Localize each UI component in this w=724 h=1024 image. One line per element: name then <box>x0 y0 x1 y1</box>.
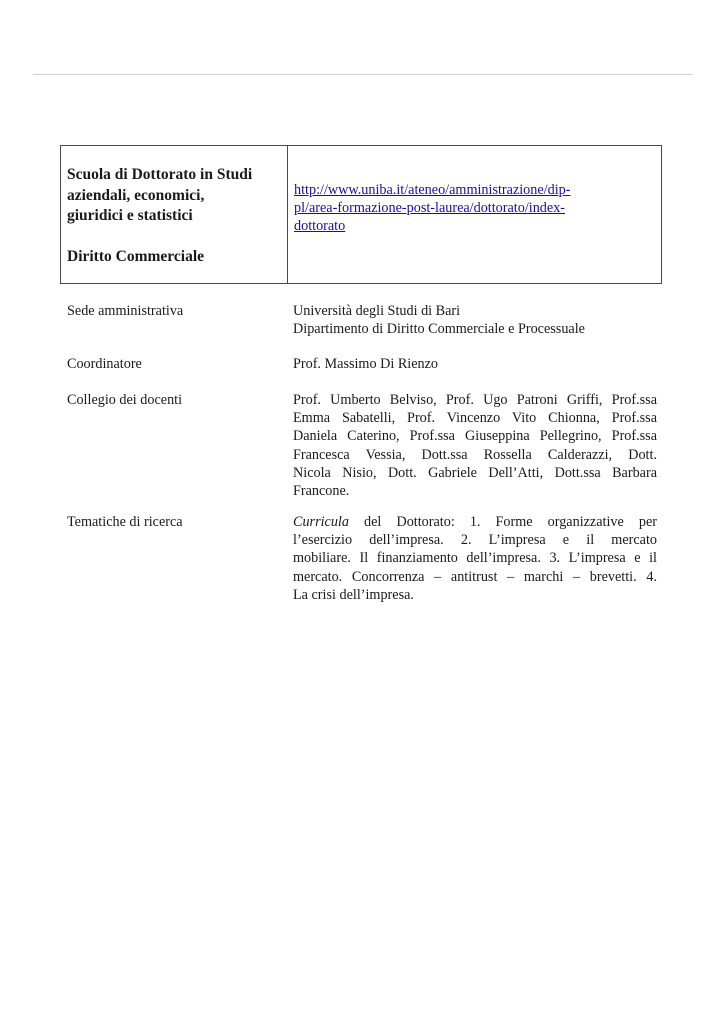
value-line: Prof. Umberto Belviso, Prof. Ugo Patroni Griffi, Prof.ssa <box>293 392 657 408</box>
page-top-divider <box>33 74 693 75</box>
row-value <box>293 355 657 373</box>
program-title-cell <box>61 146 288 283</box>
program-name: Diritto Commerciale <box>67 247 205 265</box>
row-label: Coordinatore <box>67 356 142 372</box>
value-line: mercato. Concorrenza – antitrust – marchi – brevetti. 4. <box>293 568 657 585</box>
row-label: Sede amministrativa <box>67 303 184 319</box>
url-line: dottorato <box>294 218 346 234</box>
program-url-cell <box>288 146 661 283</box>
row-value <box>293 302 657 338</box>
row-value <box>293 513 657 604</box>
value-line: mobiliare. Il finanziamento dell’impresa. 3. L’impresa e il <box>293 550 657 567</box>
value-line: Prof. Massimo Di Rienzo <box>293 356 439 372</box>
value-line: La crisi dell’impresa. <box>293 586 414 603</box>
url-line: http://www.uniba.it/ateneo/amministrazione/dip- <box>294 182 571 198</box>
school-name <box>67 165 287 227</box>
school-name-line: aziendali, economici, <box>67 186 205 204</box>
school-name-line: Scuola di Dottorato in Studi <box>67 166 253 183</box>
value-line: Emma Sabatelli, Prof. Vincenzo Vito Chionna, Prof.ssa <box>293 410 657 427</box>
row-label: Tematiche di ricerca <box>67 514 183 530</box>
value-line: Dipartimento di Diritto Commerciale e Processuale <box>293 321 585 338</box>
value-line: Francesca Vessia, Dott.ssa Rossella Calderazzi, Dott. <box>293 446 657 463</box>
program-header-box <box>60 145 662 284</box>
curricula-word: Curricula <box>293 514 349 530</box>
value-line: Francone. <box>293 483 350 500</box>
value-line <box>293 513 657 531</box>
value-line: Università degli Studi di Bari <box>293 303 461 319</box>
value-line: Daniela Caterino, Prof.ssa Giuseppina Pellegrino, Prof.ssa <box>293 428 657 445</box>
value-line: Nicola Nisio, Dott. Gabriele Dell’Atti, Dott.ssa Barbara <box>293 464 657 481</box>
url-line: pl/area-formazione-post-laurea/dottorato/index- <box>294 200 566 216</box>
school-name-line: giuridici e statistici <box>67 207 193 224</box>
program-url-link[interactable] <box>294 181 661 235</box>
value-line: l’esercizio dell’impresa. 2. L’impresa e il mercato <box>293 532 657 549</box>
value-line-rest: del Dottorato: 1. Forme organizzative per <box>348 514 657 530</box>
row-label: Collegio dei docenti <box>67 392 183 408</box>
row-value <box>293 391 657 500</box>
